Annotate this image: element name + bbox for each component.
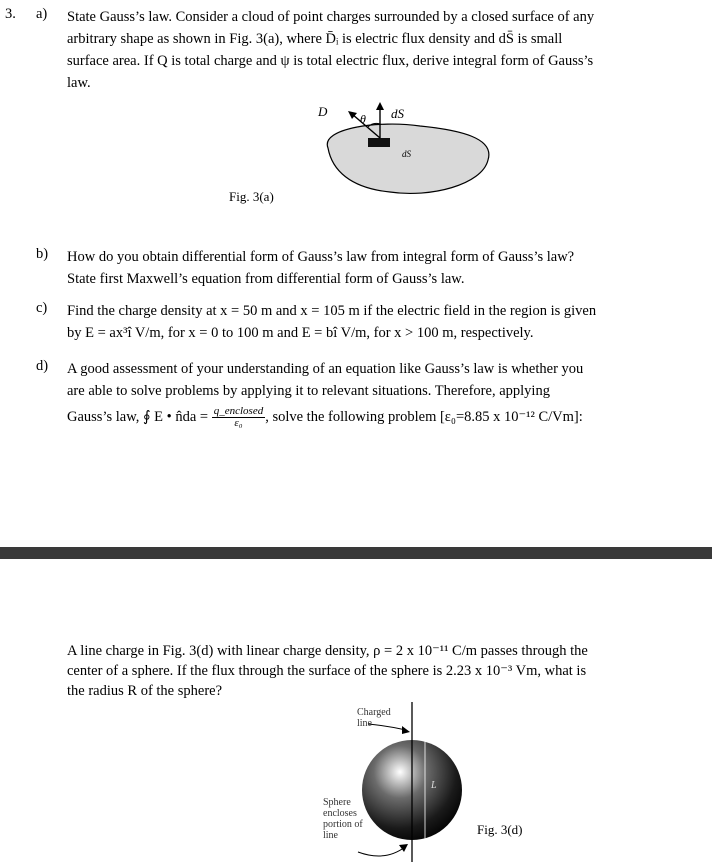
part-c-label: c): [36, 300, 48, 316]
part-d-label: d): [36, 358, 49, 374]
fig-3a-label-ds: dS: [402, 149, 411, 159]
part-b-line: How do you obtain differential form of Gauss’s law from integral form of Gauss’s law?: [67, 249, 575, 265]
sphere-label-line: portion of: [323, 819, 363, 830]
gauss-law-lhs: Gauss’s law, ∮ E • n̂da =: [67, 409, 209, 425]
sphere-label-line: encloses: [323, 808, 357, 819]
problem-line: center of a sphere. If the flux through the surface of the sphere is 2.23 x 10⁻³ Vm, what is: [67, 663, 587, 679]
charged-line-arrowhead: [402, 726, 410, 734]
part-d-line: A good assessment of your understanding of an equation like Gauss’s law is whether you: [67, 361, 584, 377]
section-divider: [0, 547, 712, 559]
part-b-label: b): [36, 246, 49, 262]
ds-arrowhead: [376, 102, 384, 110]
part-b-line: State first Maxwell’s equation from differential form of Gauss’s law.: [67, 271, 465, 287]
charged-line-label-line: Charged: [357, 707, 391, 718]
part-d-line-3: [67, 406, 687, 429]
fig-3a-label-d: D: [318, 104, 328, 119]
part-c-line: Find the charge density at x = 50 m and x = 105 m if the electric field in the region is given: [67, 303, 597, 319]
fig-3d-length-label: L: [431, 780, 437, 791]
fig-3a-caption: Fig. 3(a): [229, 189, 274, 204]
part-c-line: by E = ax³î V/m, for x = 0 to 100 m and E = bî V/m, for x > 100 m, respectively.: [67, 325, 534, 341]
part-a-line: arbitrary shape as shown in Fig. 3(a), where D̄ᵢ is electric flux density and dS̄ is small: [67, 31, 563, 47]
problem-line: the radius R of the sphere?: [67, 683, 223, 699]
fraction-numerator: q_enclosed: [213, 405, 264, 418]
part-a-line: law.: [67, 75, 91, 91]
gauss-law-rest: , solve the following problem [ε₀=8.85 x 10⁻¹² C/Vm]:: [265, 409, 583, 425]
fig-3a-label-ds-vector: dS: [391, 106, 404, 121]
part-d-line: are able to solve problems by applying it to relevant situations. Therefore, applying: [67, 383, 550, 399]
charged-line-label-line: line: [357, 718, 372, 729]
sphere-pointer: [358, 847, 405, 856]
surface-element: [368, 138, 390, 147]
sphere-label-line: Sphere: [323, 797, 351, 808]
sphere-arrowhead: [399, 844, 408, 852]
fig-3d-caption: Fig. 3(d): [477, 822, 523, 837]
part-d-text: [67, 358, 687, 429]
fig-3d-charged-line-label: [357, 707, 391, 729]
fraction-denominator: ε₀: [234, 417, 243, 430]
sphere-label-line: line: [323, 830, 338, 841]
problem-line: A line charge in Fig. 3(d) with linear charge density, ρ = 2 x 10⁻¹¹ C/m passes through the: [67, 643, 588, 659]
part-a-line: surface area. If Q is total charge and ψ is total electric flux, derive integral form of Gauss’s: [67, 53, 594, 69]
fig-3a-label-theta: θ: [360, 112, 366, 126]
problem-text: [67, 641, 687, 701]
gauss-law-fraction: [212, 406, 265, 429]
fig-3d-sphere-label: [323, 797, 363, 841]
question-number: 3.: [5, 6, 16, 22]
part-a-label: a): [36, 6, 48, 22]
part-b-text: [67, 246, 687, 290]
part-a-text: [67, 6, 687, 94]
part-a-line: State Gauss’s law. Consider a cloud of point charges surrounded by a closed surface of any: [67, 9, 595, 25]
part-c-text: [67, 300, 687, 344]
